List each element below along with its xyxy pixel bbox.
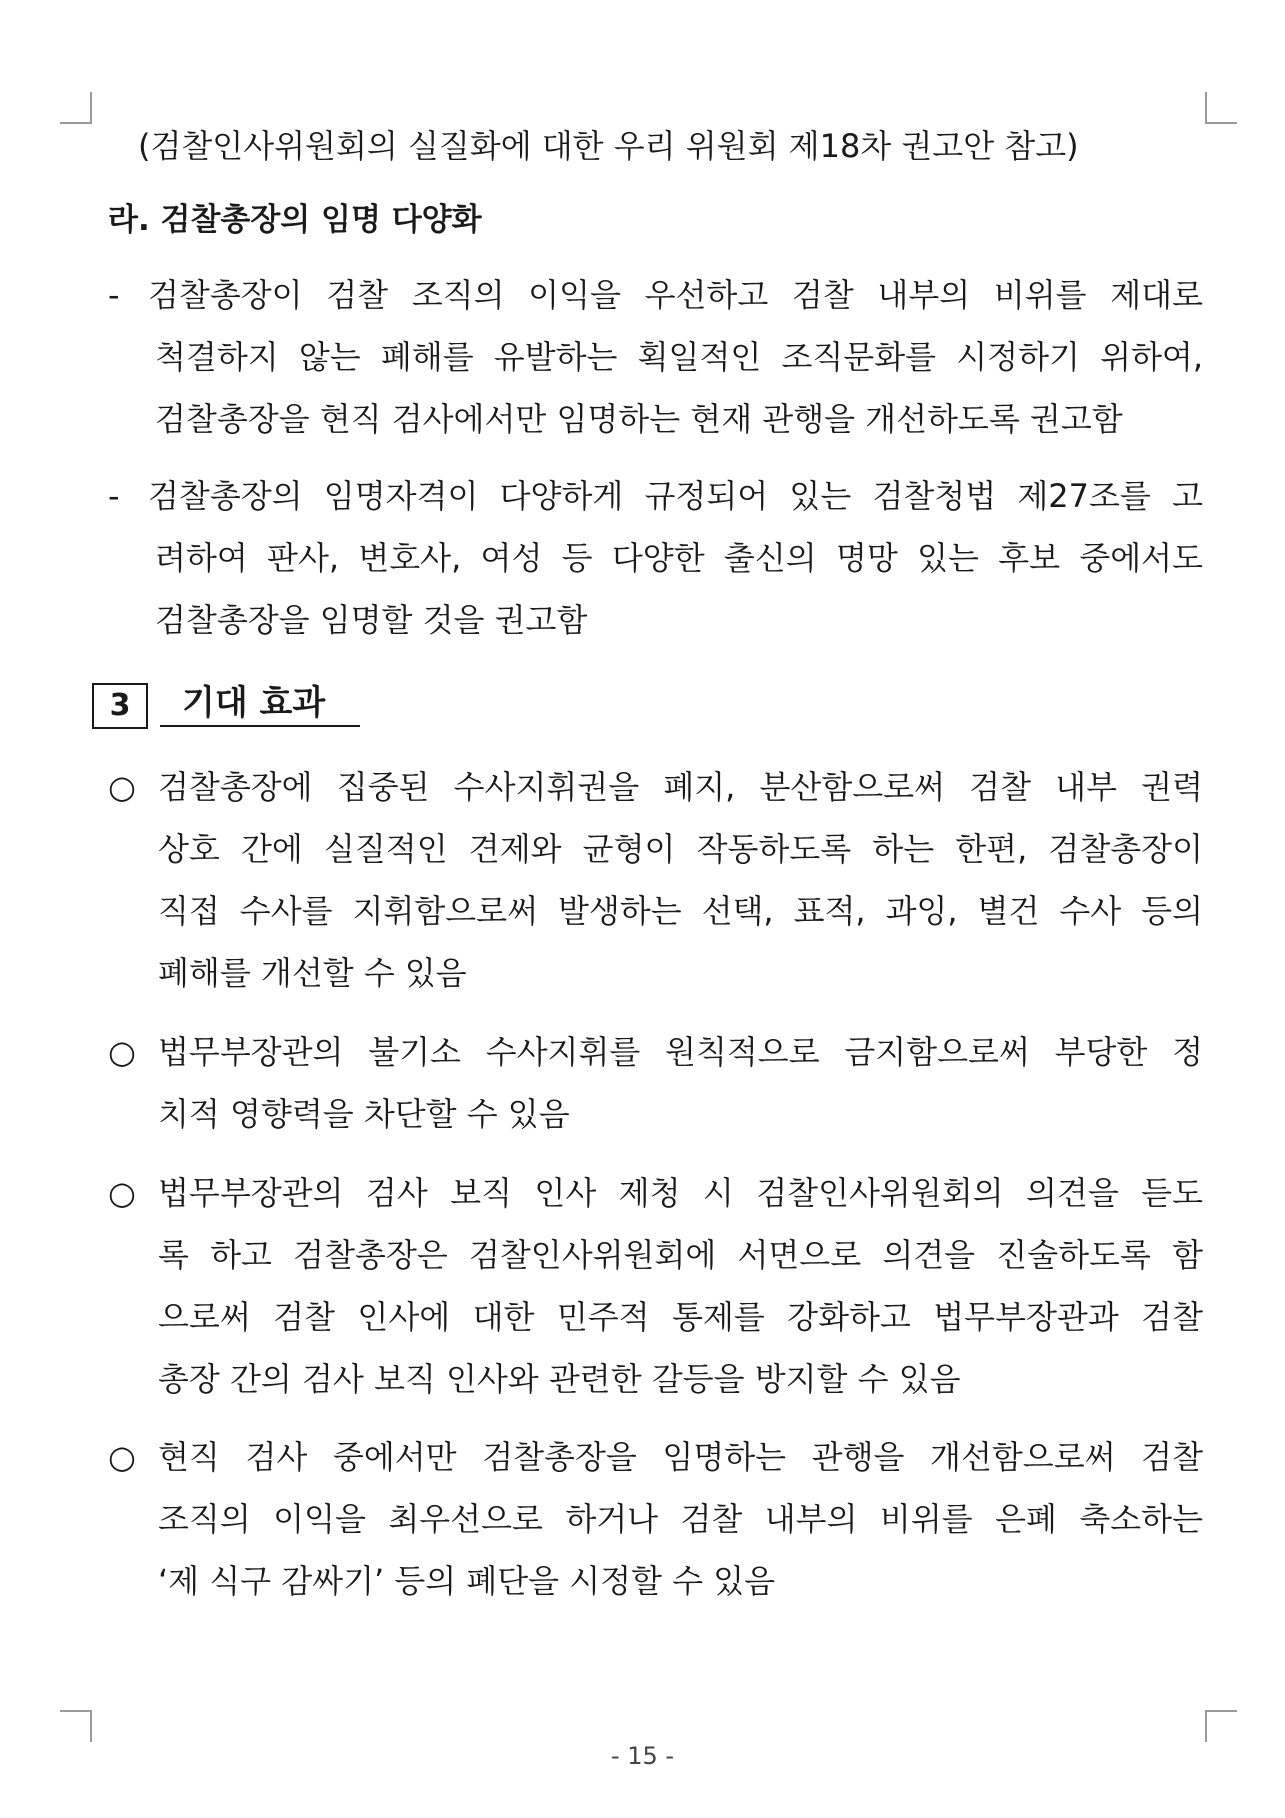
- circle-item-line: 법무부장관의 불기소 수사지휘를 원칙적으로 금지함으로써 부당한 정: [158, 1033, 1203, 1071]
- circle-item-line: 상호 간에 실질적인 견제와 균형이 작동하도록 하는 한편, 검찰총장이: [158, 830, 1203, 868]
- dash-item-line: 검찰총장을 현직 검사에서만 임명하는 현재 관행을 개선하도록 권고함: [155, 400, 1123, 438]
- dash-marker: -: [108, 276, 120, 314]
- circle-item-line: 치적 영향력을 차단할 수 있음: [158, 1095, 570, 1133]
- dash-item-line: 검찰총장을 임명할 것을 권고함: [155, 601, 588, 639]
- circle-item-line: ‘제 식구 감싸기’ 등의 폐단을 시정할 수 있음: [158, 1562, 776, 1600]
- section-title: 기대 효과: [182, 683, 326, 723]
- dash-marker: -: [108, 477, 120, 515]
- circle-item-line: 으로써 검찰 인사에 대한 민주적 통제를 강화하고 법무부장관과 검찰: [158, 1298, 1203, 1336]
- circle-marker: ○: [108, 768, 136, 806]
- circle-item-line: 록 하고 검찰총장은 검찰인사위원회에 서면으로 의견을 진술하도록 함: [158, 1236, 1203, 1274]
- section-number-box: 3: [92, 683, 148, 729]
- circle-item-line: 조직의 이익을 최우선으로 하거나 검찰 내부의 비위를 은폐 축소하는: [158, 1500, 1203, 1538]
- dash-item-line: 검찰총장의 임명자격이 다양하게 규정되어 있는 검찰청법 제27조를 고: [148, 477, 1203, 515]
- dash-item-line: 검찰총장이 검찰 조직의 이익을 우선하고 검찰 내부의 비위를 제대로: [148, 276, 1203, 314]
- circle-marker: ○: [108, 1033, 136, 1071]
- circle-item-line: 검찰총장에 집중된 수사지휘권을 폐지, 분산함으로써 검찰 내부 권력: [158, 768, 1203, 806]
- page-number: - 15 -: [610, 1742, 675, 1770]
- circle-item-line: 현직 검사 중에서만 검찰총장을 임명하는 관행을 개선함으로써 검찰: [158, 1438, 1203, 1476]
- subsection-heading: 라. 검찰총장의 임명 다양화: [108, 202, 482, 238]
- circle-marker: ○: [108, 1438, 136, 1476]
- section-title-underline: [160, 725, 360, 727]
- circle-item-line: 법무부장관의 검사 보직 인사 제청 시 검찰인사위원회의 의견을 듣도: [158, 1174, 1203, 1212]
- circle-marker: ○: [108, 1174, 136, 1212]
- crop-mark-bottom-right: [1205, 1710, 1237, 1742]
- crop-mark-bottom-left: [60, 1710, 92, 1742]
- dash-item-line: 려하여 판사, 변호사, 여성 등 다양한 출신의 명망 있는 후보 중에서도: [155, 539, 1203, 577]
- crop-mark-top-right: [1205, 92, 1237, 124]
- circle-item-line: 폐해를 개선할 수 있음: [158, 954, 467, 992]
- dash-item-line: 척결하지 않는 폐해를 유발하는 획일적인 조직문화를 시정하기 위하여,: [155, 338, 1203, 376]
- circle-item-line: 직접 수사를 지휘함으로써 발생하는 선택, 표적, 과잉, 별건 수사 등의: [158, 892, 1203, 930]
- reference-note: (검찰인사위원회의 실질화에 대한 우리 위원회 제18차 권고안 참고): [138, 127, 1079, 165]
- circle-item-line: 총장 간의 검사 보직 인사와 관련한 갈등을 방지할 수 있음: [158, 1360, 961, 1398]
- crop-mark-top-left: [60, 92, 92, 124]
